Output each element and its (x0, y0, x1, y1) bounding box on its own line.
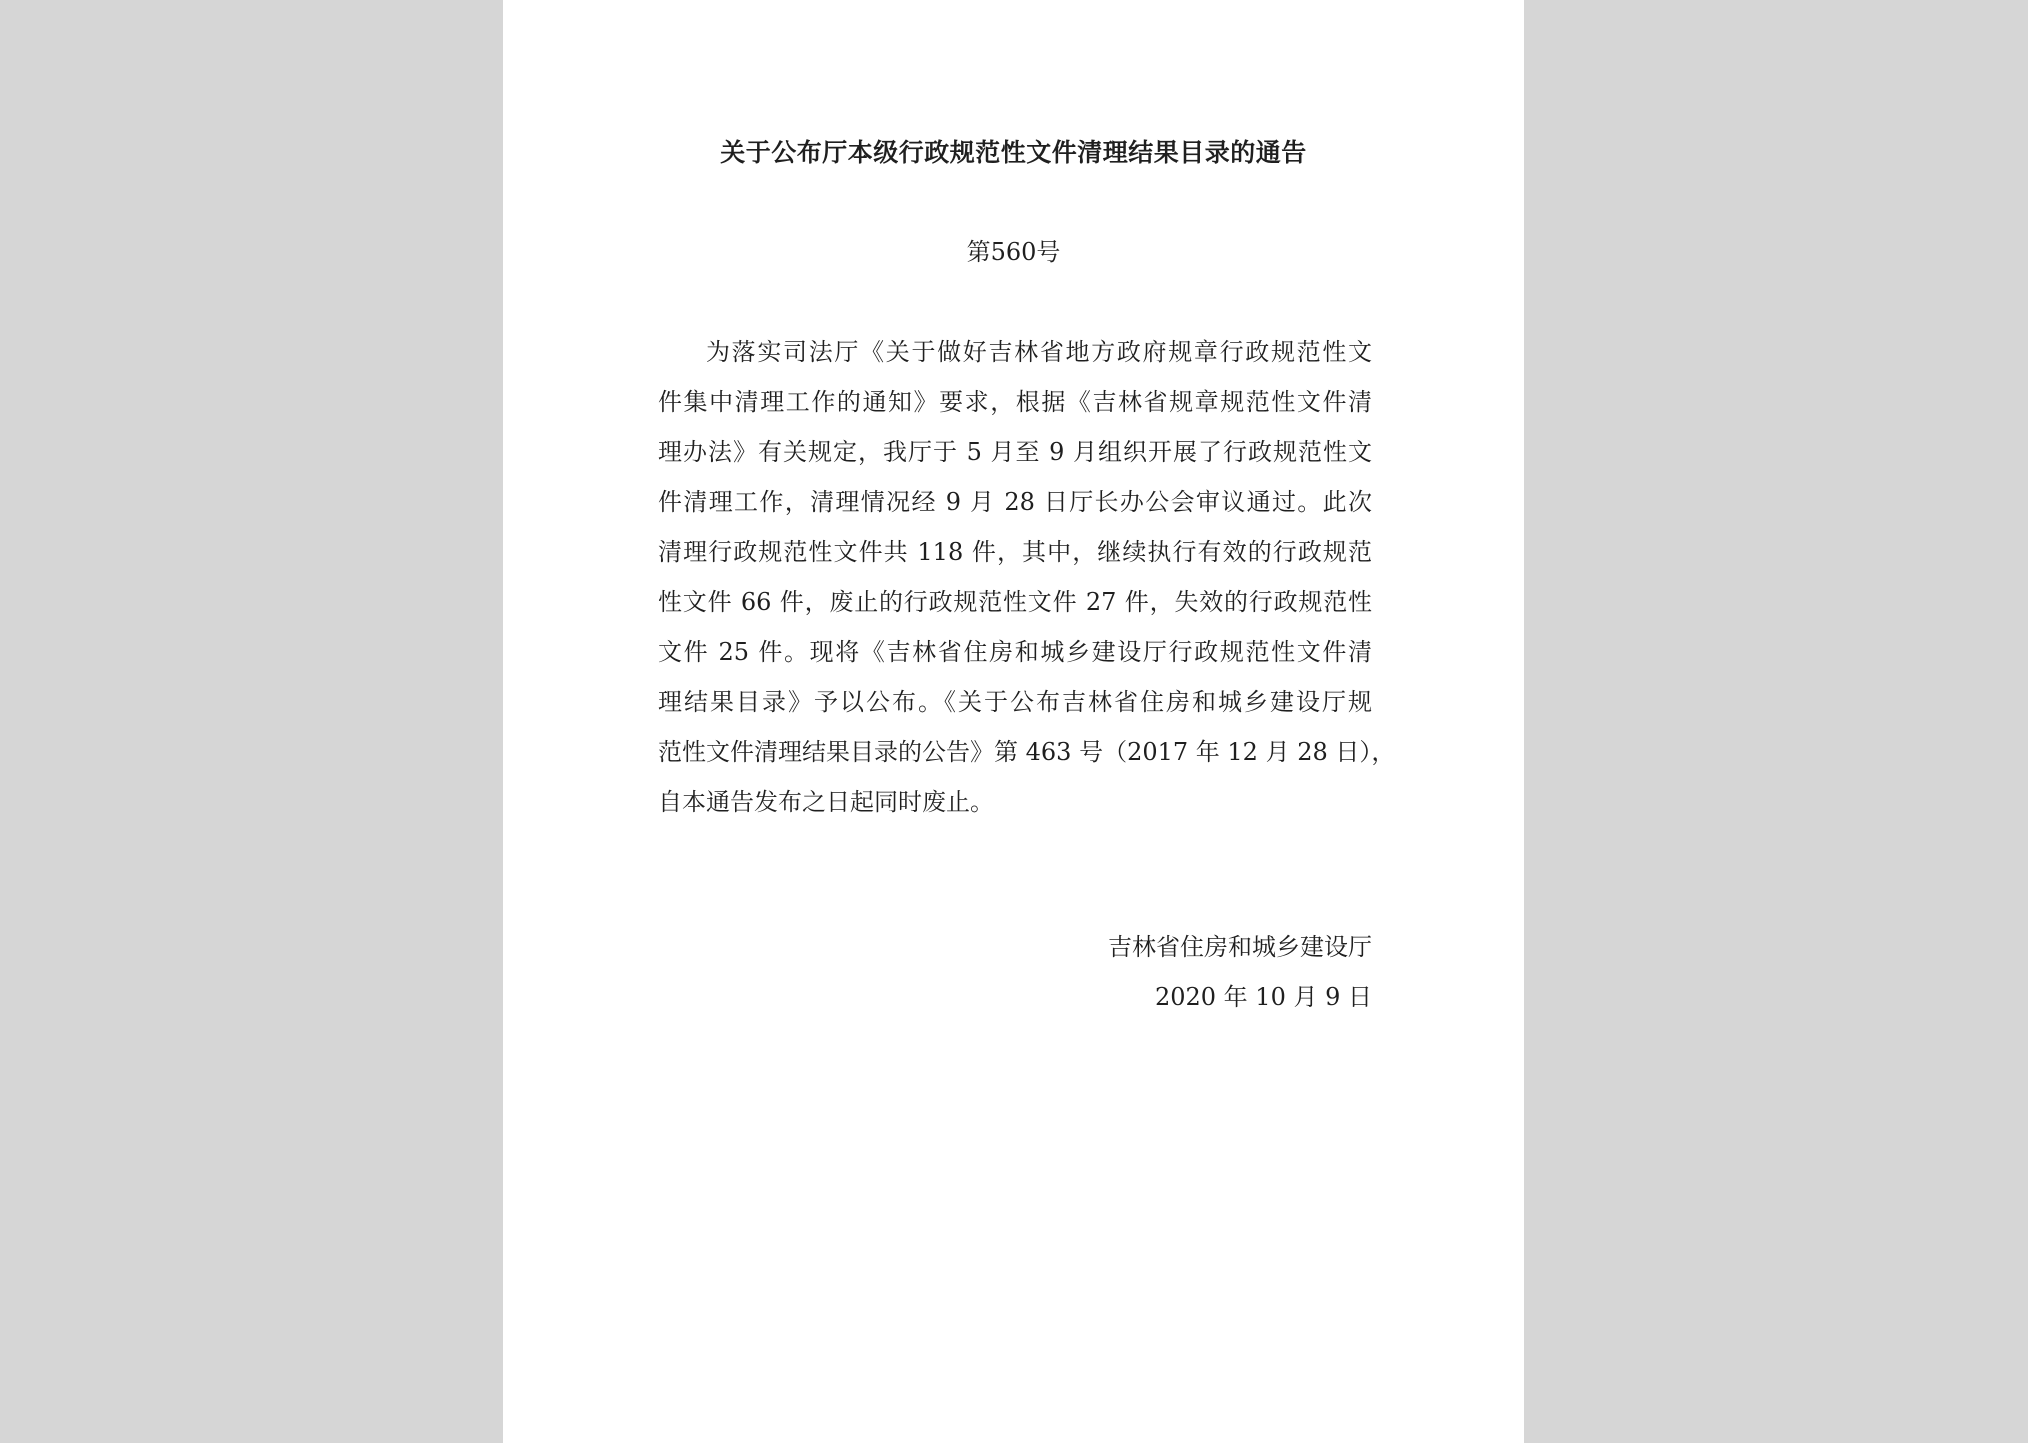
body-line: 自本通告发布之日起同时废止。 (658, 788, 994, 816)
issuer-name: 吉林省住房和城乡建设厅 (1108, 933, 1372, 961)
body-line: 件清理工作，清理情况经 9 月 28 日厅长办公会审议通过。此次 (658, 488, 1372, 516)
issue-date: 2020 年 10 月 9 日 (1154, 983, 1372, 1011)
signature-block (658, 929, 1372, 1029)
document-page (503, 0, 1524, 1443)
body-line: 清理行政规范性文件共 118 件，其中，继续执行有效的行政规范 (658, 538, 1372, 566)
body-line: 性文件 66 件，废止的行政规范性文件 27 件，失效的行政规范性 (658, 588, 1372, 616)
document-title: 关于公布厅本级行政规范性文件清理结果目录的通告 (720, 138, 1307, 167)
body-line: 文件 25 件。现将《吉林省住房和城乡建设厅行政规范性文件清 (658, 638, 1372, 666)
document-body (658, 334, 1396, 834)
body-line: 理结果目录》予以公布。《关于公布吉林省住房和城乡建设厅规 (658, 688, 1372, 716)
body-line: 理办法》有关规定，我厅于 5 月至 9 月组织开展了行政规范性文 (658, 438, 1372, 466)
body-line: 范性文件清理结果目录的公告》第 463 号（2017 年 12 月 28 日）， (658, 738, 1396, 766)
body-line: 为落实司法厅《关于做好吉林省地方政府规章行政规范性文 (706, 338, 1372, 366)
body-line: 件集中清理工作的通知》要求，根据《吉林省规章规范性文件清 (658, 388, 1372, 416)
document-number: 第560号 (966, 238, 1061, 266)
